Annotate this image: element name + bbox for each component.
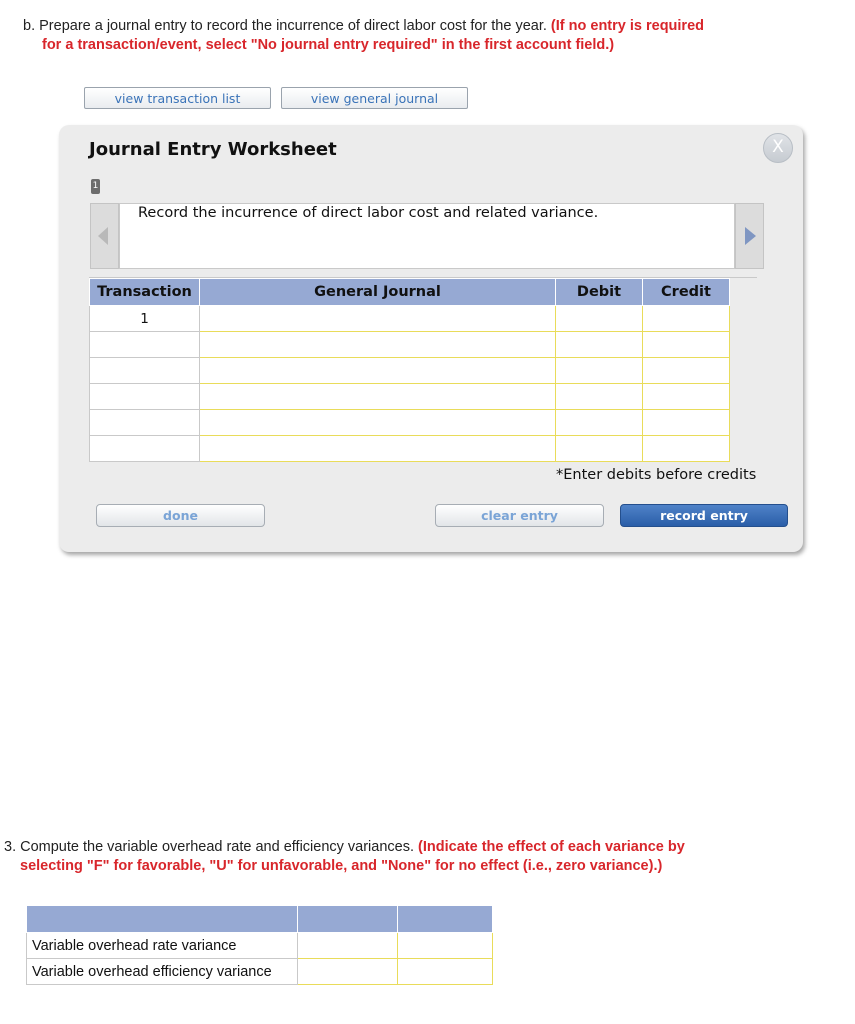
variance-table-header (27, 906, 493, 933)
transaction-cell (90, 358, 200, 384)
part-3-prefix: 3. (4, 839, 17, 855)
table-row (90, 436, 730, 462)
chevron-right-icon (736, 204, 763, 268)
record-entry-button[interactable]: record entry (620, 504, 788, 527)
entry-prompt-text: Record the incurrence of direct labor cost and related variance. (138, 205, 599, 221)
table-row (90, 306, 730, 332)
transaction-cell (90, 384, 200, 410)
column-header-transaction: Transaction (90, 279, 200, 306)
table-row (90, 358, 730, 384)
account-input[interactable] (200, 332, 556, 358)
table-row (27, 933, 493, 959)
account-input[interactable] (200, 384, 556, 410)
step-number-badge[interactable]: 1 (91, 179, 100, 194)
variance-header-effect (398, 906, 493, 933)
table-row (90, 384, 730, 410)
table-row (90, 332, 730, 358)
transaction-cell (90, 410, 200, 436)
variance-effect-select[interactable] (398, 959, 493, 985)
debits-before-credits-note: *Enter debits before credits (556, 467, 757, 483)
column-header-debit: Debit (556, 279, 643, 306)
credit-input[interactable] (643, 384, 730, 410)
column-header-general-journal: General Journal (200, 279, 556, 306)
transaction-cell (90, 436, 200, 462)
debit-input[interactable] (556, 384, 643, 410)
credit-input[interactable] (643, 332, 730, 358)
variance-table (26, 905, 493, 985)
chevron-left-icon (91, 204, 118, 268)
variance-header-amount (298, 906, 398, 933)
account-input[interactable] (200, 358, 556, 384)
credit-input[interactable] (643, 306, 730, 332)
variance-effect-select[interactable] (398, 933, 493, 959)
account-input[interactable] (200, 436, 556, 462)
part-3-instruction-note-1: (Indicate the effect of each variance by (418, 839, 685, 855)
variance-row-label: Variable overhead efficiency variance (27, 959, 298, 985)
part-b-prefix: b. (23, 18, 36, 34)
part-b-instruction-note-2: for a transaction/event, select "No journal entry required" in the first account field.) (42, 37, 615, 53)
debit-input[interactable] (556, 358, 643, 384)
variance-amount-input[interactable] (298, 959, 398, 985)
debit-input[interactable] (556, 410, 643, 436)
worksheet-title: Journal Entry Worksheet (89, 139, 337, 160)
view-general-journal-button[interactable]: view general journal (281, 87, 468, 109)
part-b-instruction: Prepare a journal entry to record the incurrence of direct labor cost for the year. (39, 18, 547, 34)
done-button[interactable]: done (96, 504, 265, 527)
close-icon[interactable]: X (763, 133, 793, 163)
credit-input[interactable] (643, 358, 730, 384)
credit-input[interactable] (643, 410, 730, 436)
variance-row-label: Variable overhead rate variance (27, 933, 298, 959)
previous-arrow-button[interactable] (90, 203, 119, 269)
variance-amount-input[interactable] (298, 933, 398, 959)
part-3-instruction-note-2: selecting "F" for favorable, "U" for unfavorable, and "None" for no effect (i.e., zero variance).) (20, 858, 663, 874)
view-transaction-list-button[interactable]: view transaction list (84, 87, 271, 109)
variance-header-label (27, 906, 298, 933)
account-input[interactable] (200, 306, 556, 332)
part-3-instructions (4, 838, 824, 876)
part-b-instructions (23, 17, 823, 55)
journal-entry-table (89, 278, 730, 462)
debit-input[interactable] (556, 332, 643, 358)
table-row (27, 959, 493, 985)
debit-input[interactable] (556, 436, 643, 462)
debit-input[interactable] (556, 306, 643, 332)
credit-input[interactable] (643, 436, 730, 462)
clear-entry-button[interactable]: clear entry (435, 504, 604, 527)
column-header-credit: Credit (643, 279, 730, 306)
transaction-cell: 1 (90, 306, 200, 332)
part-b-instruction-note-1: (If no entry is required (550, 18, 705, 34)
journal-table-header (90, 279, 730, 306)
transaction-cell (90, 332, 200, 358)
next-arrow-button[interactable] (735, 203, 764, 269)
part-3-instruction: Compute the variable overhead rate and efficiency variances. (20, 839, 415, 855)
table-row (90, 410, 730, 436)
account-input[interactable] (200, 410, 556, 436)
